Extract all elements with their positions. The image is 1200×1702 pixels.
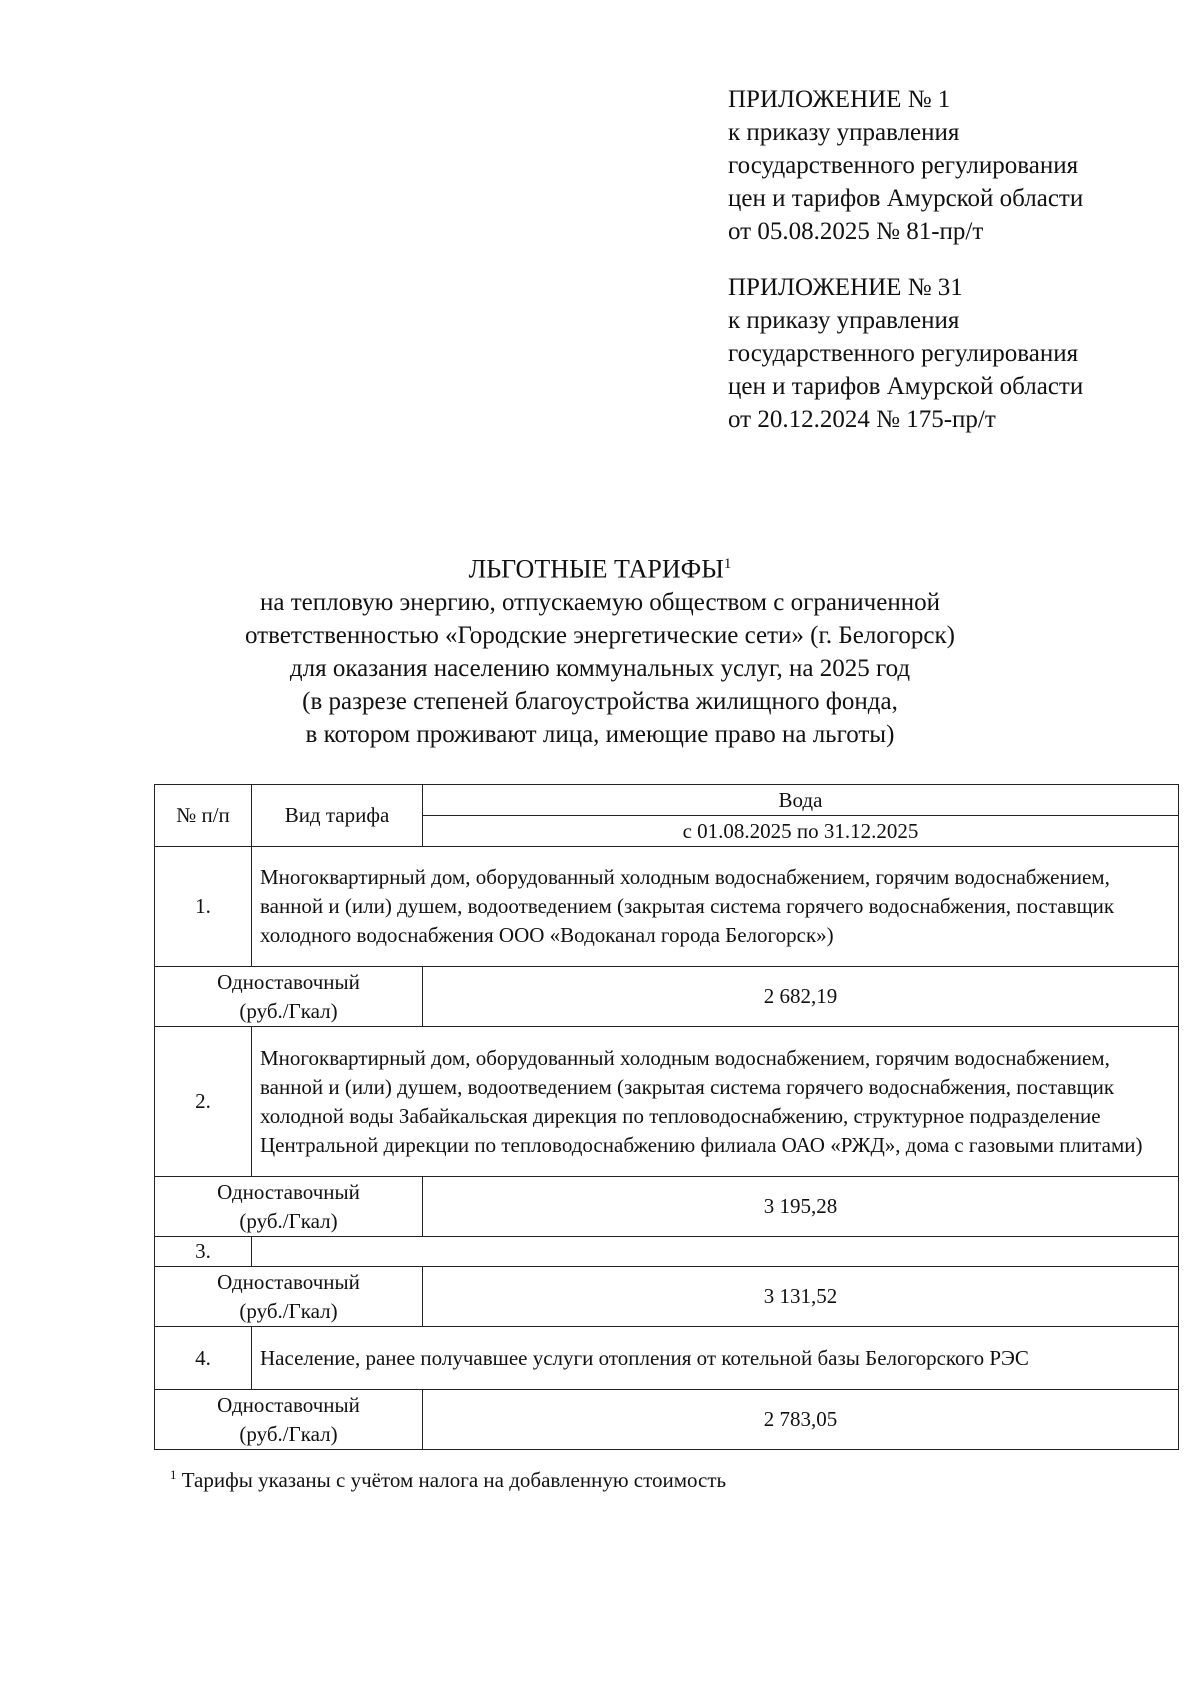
tariff-type-cell [155,1390,423,1450]
appendix-31-line: цен и тарифов Амурской области [728,373,1084,400]
tariff-value: 3 195,28 [423,1177,1179,1237]
tariffs-table [154,784,1179,1450]
row-description: Многоквартирный дом, оборудованный холодным водоснабжением, горячим водоснабжением, ванной и (или) душем, водоотведением (закрытая система горячего водоснабжения, поставщик холодного водоснабжения ООО «Водоканал города Белогорск») [252,847,1179,967]
table-row-tariff [155,1267,1179,1327]
appendix-1-line: государственного регулирования [728,152,1079,179]
header-num: № п/п [155,785,252,847]
tariff-unit-label: (руб./Гкал) [239,1208,338,1233]
row-number: 2. [155,1027,252,1177]
appendix-31-block [728,271,1168,436]
appendix-31-title: ПРИЛОЖЕНИЕ № 31 [728,274,963,301]
appendix-1-title: ПРИЛОЖЕНИЕ № 1 [728,86,951,113]
subtitle-line: (в разрезе степеней благоустройства жилищного фонда, [302,687,898,715]
footnote-mark: 1 [170,1467,177,1482]
tariff-type-cell [155,1267,423,1327]
tariff-type-cell [155,1177,423,1237]
tariff-type-cell [155,967,423,1027]
table-header-row [155,785,1179,816]
row-description: Население, ранее получавшее услуги отопления от котельной базы Белогорского РЭС [252,1327,1179,1390]
appendix-1-block [728,83,1168,248]
appendix-31-line: от 20.12.2024 № 175-пр/т [728,406,996,433]
appendix-1-line: к приказу управления [728,119,960,146]
header-water: Вода [423,785,1179,816]
subtitle-line: в котором проживают лица, имеющие право на льготы) [305,720,895,748]
document-title-block [0,548,1200,751]
row-description: Многоквартирный дом, оборудованный холодным водоснабжением, горячим водоснабжением, ванной и (или) душем, водоотведением (закрытая система горячего водоснабжения, поставщик холодной воды Забайкальская дирекция по тепловодоснабжению, структурное подразделение Центральной дирекции по тепловодоснабжению филиала ОАО «РЖД», дома с газовыми плитами) [252,1027,1179,1177]
row-number: 1. [155,847,252,967]
subtitle-line: ответственностью «Городские энергетические сети» (г. Белогорск) [244,621,956,649]
tariff-value: 2 783,05 [423,1390,1179,1450]
appendix-1-line: от 05.08.2025 № 81-пр/т [728,218,984,245]
table-row-category [155,1237,1179,1267]
subtitle-line: на тепловую энергию, отпускаемую обществом с ограниченной [260,588,940,616]
footnote [170,1461,726,1494]
tariff-unit-label: (руб./Гкал) [239,998,338,1023]
appendix-31-line: государственного регулирования [728,340,1079,367]
row-description [252,1237,1179,1267]
document-title-text: ЛЬГОТНЫЕ ТАРИФЫ [468,554,724,584]
row-number: 4. [155,1327,252,1390]
tariff-type-label: Одноставочный [217,969,360,994]
title-footnote-mark: 1 [723,556,732,572]
header-tariff-type: Вид тарифа [252,785,423,847]
appendix-1-line: цен и тарифов Амурской области [728,185,1084,212]
document-title [0,548,1200,586]
table-row-category [155,1027,1179,1177]
table-row-category [155,847,1179,967]
tariff-unit-label: (руб./Гкал) [239,1298,338,1323]
table-row-tariff [155,967,1179,1027]
table-row-category [155,1327,1179,1390]
footnote-text: Тарифы указаны с учётом налога на добавленную стоимость [181,1468,727,1492]
tariff-value: 2 682,19 [423,967,1179,1027]
subtitle-line: для оказания населению коммунальных услуг, на 2025 год [289,654,911,682]
header-period: с 01.08.2025 по 31.12.2025 [423,816,1179,847]
tariff-type-label: Одноставочный [217,1179,360,1204]
table-row-tariff [155,1390,1179,1450]
row-number: 3. [155,1237,252,1267]
appendix-31-line: к приказу управления [728,307,960,334]
tariff-value: 3 131,52 [423,1267,1179,1327]
tariff-type-label: Одноставочный [217,1269,360,1294]
tariff-unit-label: (руб./Гкал) [239,1421,338,1446]
table-row-tariff [155,1177,1179,1237]
tariff-type-label: Одноставочный [217,1392,360,1417]
